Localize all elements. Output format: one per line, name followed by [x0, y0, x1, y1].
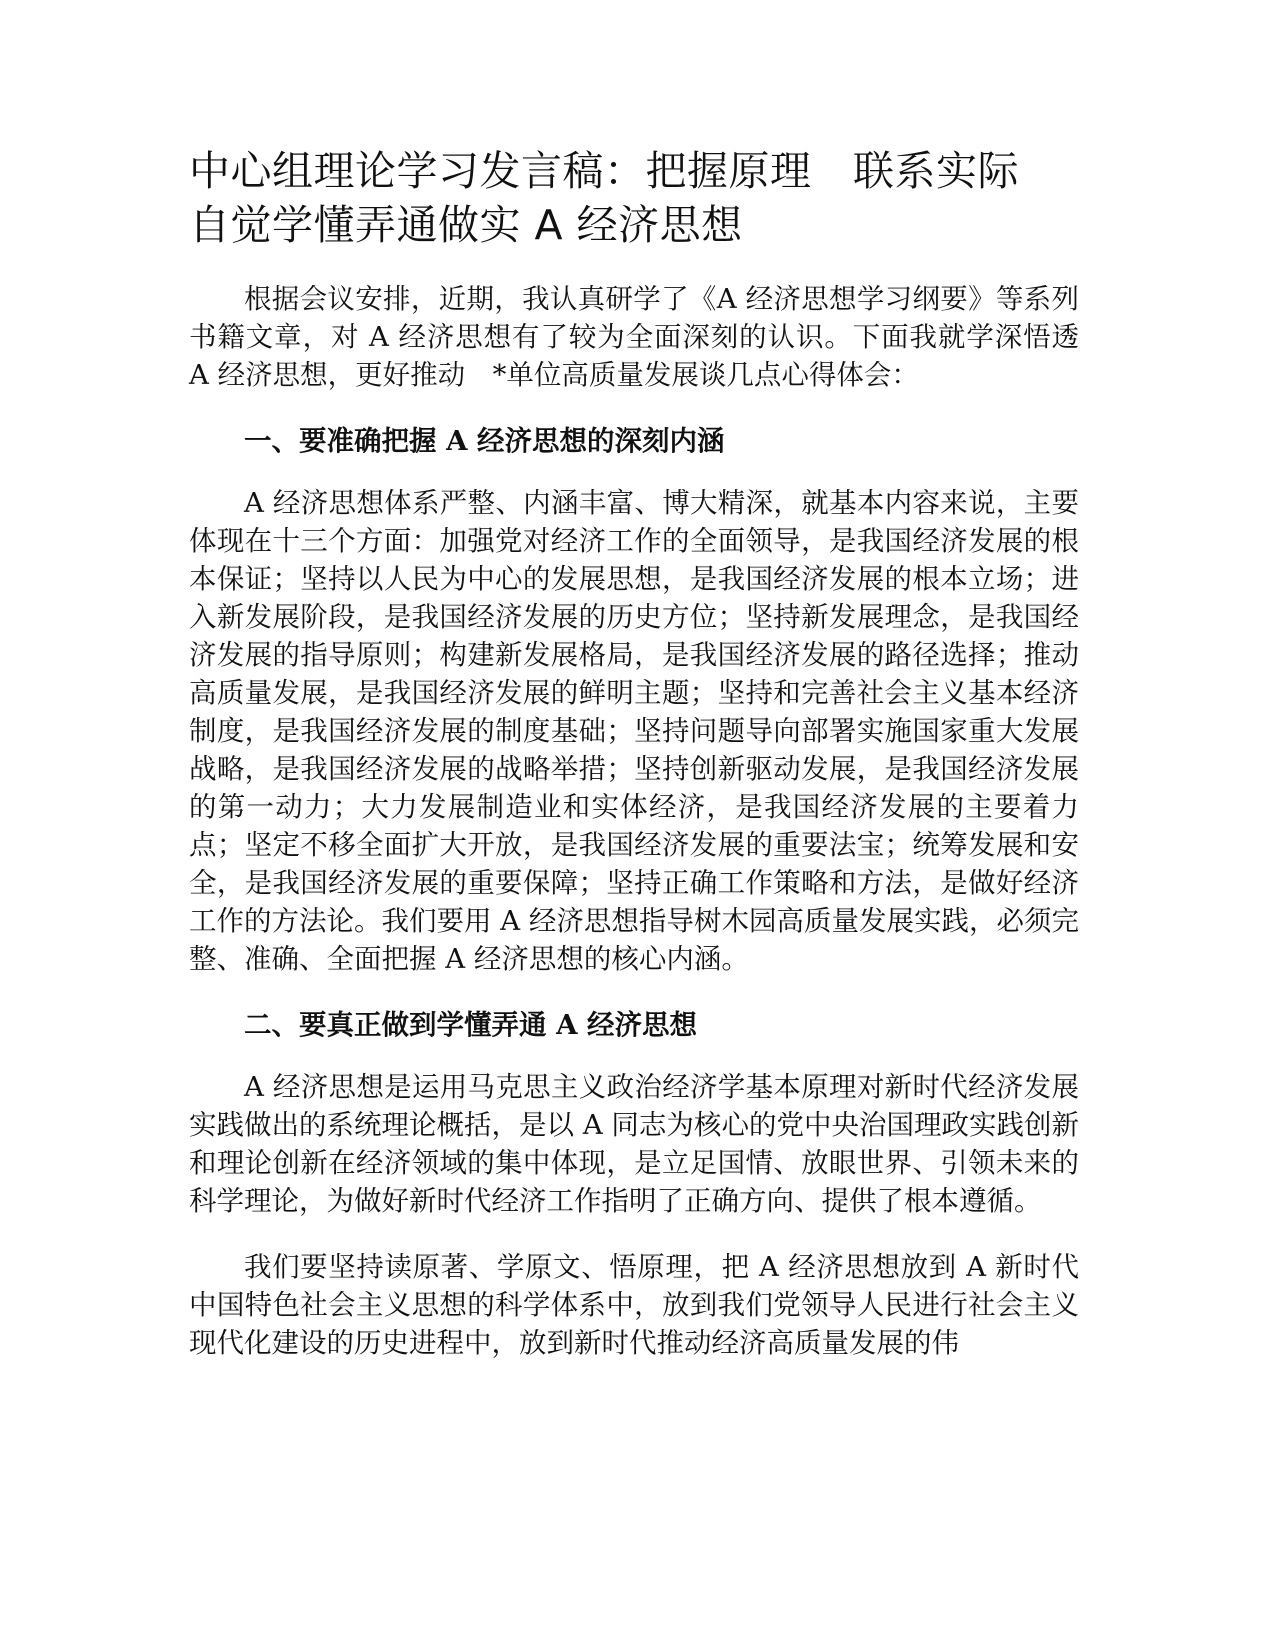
section-1-paragraph: A 经济思想体系严整、内涵丰富、博大精深，就基本内容来说，主要体现在十三个方面：加强党对经济工作的全面领导，是我国经济发展的根本保证；坚持以人民为中心的发展思想，是我国经济发展的根本立场；进入新发展阶段，是我国经济发展的历史方位；坚持新发展理念，是我国经济发展的指导原则；构建新发展格局，是我国经济发展的路径选择；推动高质量发展，是我国经济发展的鲜明主题；坚持和完善社会主义基本经济制度，是我国经济发展的制度基础；坚持问题导向部署实施国家重大发展战略，是我国经济发展的战略举措；坚持创新驱动发展，是我国经济发展的第一动力；大力发展制造业和实体经济，是我国经济发展的主要着力点；坚定不移全面扩大开放，是我国经济发展的重要法宝；统筹发展和安全，是我国经济发展的重要保障；坚持正确工作策略和方法，是做好经济工作的方法论。我们要用 A 经济思想指导树木园高质量发展实践，必须完整、准确、全面把握 A 经济思想的核心内涵。	[189, 487, 1079, 975]
section-2-heading: 二、要真正做到学懂弄通 A 经济思想	[244, 1009, 697, 1041]
section-2-paragraph-2: 我们要坚持读原著、学原文、悟原理，把 A 经济思想放到 A 新时代中国特色社会主义思想的科学体系中，放到我们党领导人民进行社会主义现代化建设的历史进程中，放到新时代推动经济高质量发展的伟	[189, 1251, 1079, 1359]
document-title	[189, 144, 1079, 252]
section-1-heading: 一、要准确把握 A 经济思想的深刻内涵	[244, 425, 725, 457]
title-line-1: 中心组理论学习发言稿：把握原理 联系实际	[189, 147, 1019, 195]
document-body	[189, 144, 1079, 1390]
title-line-2: 自觉学懂弄通做实 A 经济思想	[189, 201, 743, 249]
section-2-paragraph-1: A 经济思想是运用马克思主义政治经济学基本原理对新时代经济发展实践做出的系统理论概括，是以 A 同志为核心的党中央治国理政实践创新和理论创新在经济领域的集中体现，是立足国情、放眼世界、引领未来的科学理论，为做好新时代经济工作指明了正确方向、提供了根本遵循。	[189, 1071, 1079, 1217]
intro-paragraph: 根据会议安排，近期，我认真研学了《A 经济思想学习纲要》等系列书籍文章，对 A 经济思想有了较为全面深刻的认识。下面我就学深悟透 A 经济思想，更好推动 *单位高质量发展谈几点心得体会：	[189, 283, 1079, 391]
